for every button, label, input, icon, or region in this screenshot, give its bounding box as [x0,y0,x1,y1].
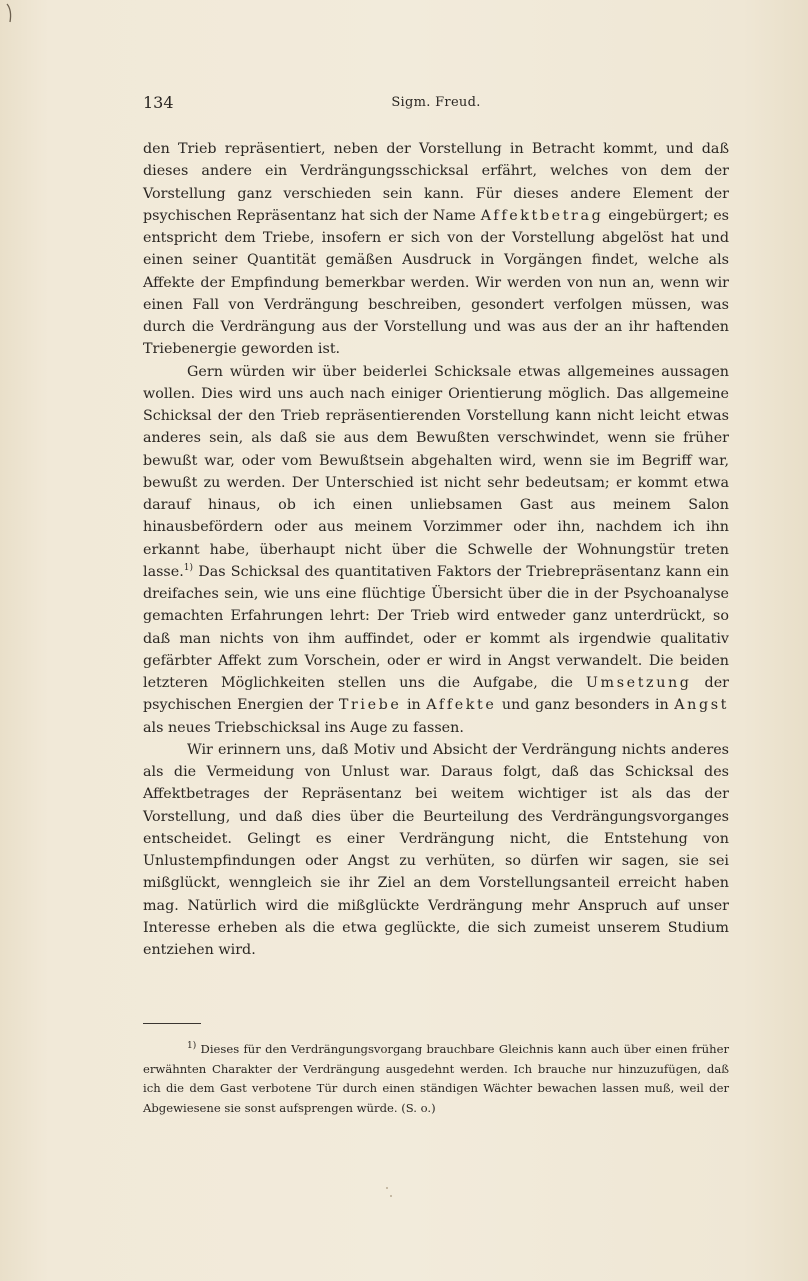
footnote-ref: 1) [187,1041,197,1052]
emphasis-spaced: Affekte [426,697,497,714]
body-text [143,138,729,961]
text-run: der psychischen Energien der [143,675,729,714]
text-run: Dieses für den Verdrängungsvorgang brauchbare Gleichnis kann auch über einen früher erwähnten Charakter der Verdrängung ausgedehnt werden. Ich brauche nur hinzuzufügen, daß ich die dem Gast verbotene Tür durch einen ständigen Wächter bewachen lassen muß, weil der Abgewiesene sie sonst aufsprengen würde. (S. o.) [143,1042,729,1115]
running-title: Sigm. Freud. [391,95,481,110]
running-head [143,93,729,115]
text-run: Wir erinnern uns, daß Motiv und Absicht der Verdrängung nichts anderes als die Vermeidung von Unlust war. Daraus folgt, daß das Schicksal des Affektbetrages der Repräsentanz bei weitem wichtiger ist als das der Vorstellung, und daß dies über die Beurteilung des Verdrängungsvorganges entscheidet. Gelingt es einer Verdrängung nicht, die Entstehung von Unlustempfindungen oder Angst zu verhüten, so dürfen wir sagen, sie sei mißglückt, wenngleich sie ihr Ziel an dem Vorstellungsanteil erreicht haben mag. Natürlich wird die mißglückte Verdrängung mehr Anspruch auf unser Interesse erheben als die etwa geglückte, die sich zumeist unserem Studium entziehen wird. [143,741,729,958]
scan-speck [390,1195,392,1197]
scan-speck [386,1187,388,1189]
footnote [143,1040,729,1118]
page-number: 134 [143,93,174,112]
emphasis-spaced: Angst [674,697,729,714]
footnote-rule [143,1023,201,1024]
paragraph [143,739,729,962]
pencil-mark-icon [4,2,22,24]
text-run: in [401,697,427,714]
paragraph [143,361,729,739]
text-run: und ganz besonders in [496,697,675,714]
text-run: als neues Triebschicksal ins Auge zu fassen. [143,719,464,736]
emphasis-spaced: Affektbetrag [480,207,604,224]
emphasis-spaced: Triebe [338,697,402,714]
text-run: den Trieb repräsentiert, neben der Vorstellung in Betracht kommt, und daß dieses andere ein Verdrängungsschicksal erfährt, welches von dem der Vorstellung ganz verschieden sein kann. Für dieses andere Element der psychischen Repräsentanz hat sich der Name [143,141,729,224]
text-run: Das Schicksal des quantitativen Faktors der Triebrepräsentanz kann ein dreifaches sein, wie uns eine flüchtige Übersicht über die in der Psychoanalyse gemachten Erfahrungen lehrt: Der Trieb wird entweder ganz unterdrückt, so daß man nichts von ihm auffindet, oder er kommt als irgendwie qualitativ gefärbter Affekt zum Vorschein, oder er wird in Angst verwandelt. Die beiden letzteren Möglichkeiten stellen uns die Aufgabe, die [143,563,729,691]
text-run: eingebürgert; es entspricht dem Triebe, insofern er sich von der Vorstellung abgelöst hat und einen seiner Quantität gemäßen Ausdruck in Vorgängen findet, welche als Affekte der Empfindung bemerkbar werden. Wir werden von nun an, wenn wir einen Fall von Verdrängung beschreiben, gesondert verfolgen müssen, was durch die Verdrängung aus der Vorstellung und was aus der an ihr haftenden Triebenergie geworden ist. [143,207,729,358]
paragraph [143,138,729,361]
footnote-ref: 1) [183,562,194,573]
text-run: Gern würden wir über beiderlei Schicksale etwas allgemeines aussagen wollen. Dies wird uns auch nach einiger Orientierung möglich. Das allgemeine Schicksal der den Trieb repräsentierenden Vorstellung kann nicht leicht etwas anderes sein, als daß sie aus dem Bewußten verschwindet, wenn sie früher bewußt war, oder vom Bewußtsein abgehalten wird, wenn sie im Begriff war, bewußt zu werden. Der Unterschied ist nicht sehr bedeutsam; er kommt etwa darauf hinaus, ob ich einen unliebsamen Gast aus meinem Salon hinausbefördern oder aus meinem Vorzimmer oder ihn, nachdem ich ihn erkannt habe, überhaupt nicht über die Schwelle der Wohnungstür treten lasse. [143,363,729,580]
emphasis-spaced: Umsetzung [585,675,692,691]
